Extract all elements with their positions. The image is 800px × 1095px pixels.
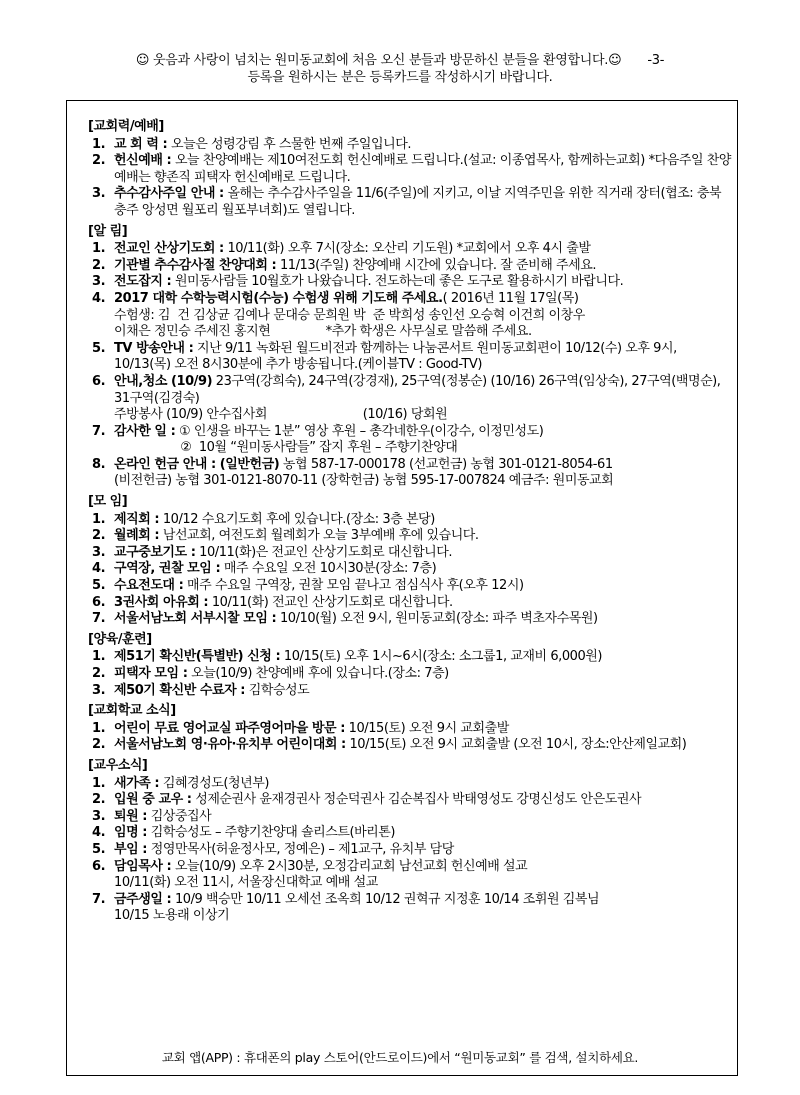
notice-item [92, 611, 732, 628]
item-text: ① 인생을 바꾸는 1분” 영상 후원 – 총각네한우(이강수, 이정민성도) [175, 423, 544, 439]
section-title: [모 임] [88, 494, 128, 510]
item-label: 피택자 모임 : [114, 666, 188, 681]
item-number: 6. [92, 858, 106, 874]
item-label: 어린이 무료 영어교실 파주영어마을 방문 : [114, 720, 345, 736]
item-label: 온라인 헌금 안내 : (일반헌금) [114, 456, 280, 472]
app-notice: 교회 앱(APP) : 휴대폰의 play 스토어(안드로이드)에서 “원미동교회” 를 검색, 설치하세요. [161, 1050, 639, 1065]
registration-text: 등록을 원하시는 분은 등록카드를 작성하시기 바랍니다. [247, 70, 553, 85]
item-text: 김학승성도 – 주향기찬양대 솔리스트(바리톤) [147, 825, 396, 841]
item-label: 전도잡지 : [114, 274, 172, 290]
item-text: 10/10(월) 오전 9시, 원미동교회(장소: 파주 벽초자수목원) [276, 611, 598, 627]
notice-item [92, 341, 732, 374]
section-title: [교회력/예배] [88, 119, 164, 134]
item-label: 임명 : [114, 825, 148, 841]
bulletin-content [88, 119, 732, 929]
item-label: 담임목사 : [114, 858, 172, 874]
notice-item [92, 595, 732, 612]
item-number: 2. [92, 528, 106, 544]
item-text: 10/15(토) 오후 1시~6시(장소: 소그룹1, 교재비 6,000원) [280, 649, 603, 665]
item-text: 매주 수요일 구역장, 권찰 모임 끝나고 점심식사 후(오후 12시) [183, 578, 524, 594]
item-number: 1. [92, 511, 106, 527]
item-continuation: 수험생: 김 건 김상균 김예나 문대승 문희원 박 준 박희성 송인선 오승혁 이건희 이창우 [114, 307, 585, 323]
item-label: 제51기 확신반(특별반) 신청 : [114, 649, 281, 665]
section [88, 119, 732, 220]
item-number: 2. [92, 153, 106, 169]
notice-item [92, 137, 732, 154]
item-label: 기관별 추수감사절 찬양대회 : [114, 257, 277, 273]
section-title: [알 림] [88, 223, 128, 239]
notice-item [92, 153, 732, 186]
item-number: 5. [92, 841, 106, 857]
item-text: 10/12 수요기도회 후에 있습니다.(장소: 3층 본당) [159, 511, 435, 527]
item-text: 김상중집사 [147, 808, 212, 824]
item-number: 7. [92, 891, 106, 907]
item-label: 감사한 일 : [114, 423, 176, 439]
notice-item [92, 737, 732, 754]
item-text: 올해는 추수감사주일을 11/6(주일)에 지키고, 이날 지역주민을 위한 직거래 장터(협조: 충북 충주 앙성면 월포리 월포부녀회)도 열립니다. [114, 186, 722, 218]
item-number: 7. [92, 423, 106, 439]
section-title: [교회학교 소식] [88, 703, 176, 719]
notice-item [92, 649, 732, 666]
item-text: 원미동사람들 10월호가 나왔습니다. 전도하는데 좋은 도구로 활용하시기 바랍니다. [171, 274, 624, 290]
notice-item [92, 291, 732, 341]
notice-item [92, 241, 732, 258]
notice-item [92, 528, 732, 545]
item-number: 2. [92, 666, 106, 681]
section [88, 631, 732, 699]
item-number: 3. [92, 682, 106, 698]
item-label: 추수감사주일 안내 : [114, 186, 224, 202]
item-number: 7. [92, 611, 106, 627]
item-text: 김학승성도 [245, 682, 310, 698]
item-text: 정영만목사(허윤정사모, 정예은) – 제1교구, 유치부 담당 [147, 841, 454, 857]
item-text: 오늘은 성령강림 후 스물한 번째 주일입니다. [167, 136, 412, 152]
item-text: 10/11(화)은 전교인 산상기도회로 대신합니다. [195, 544, 453, 560]
item-label: TV 방송안내 : [114, 340, 194, 356]
item-label: 서울서남노회 영·유아·유치부 어린이대회 : [114, 737, 346, 753]
section [88, 757, 732, 925]
item-text: 오늘(10/9) 오후 2시30분, 오정감리교회 남선교회 헌신예배 설교 [171, 858, 528, 874]
item-number: 1. [92, 136, 106, 152]
item-label: 월례회 : [114, 528, 160, 544]
item-label: 새가족 : [114, 775, 160, 791]
notice-item [92, 374, 732, 424]
item-label: 안내,청소 (10/9) [114, 373, 213, 389]
item-number: 4. [92, 561, 106, 577]
item-text: 10/15(토) 오전 9시 교회출발 [344, 720, 509, 736]
section [88, 703, 732, 754]
item-text: 오늘 찬양예배는 제10여전도회 헌신예배로 드립니다.(설교: 이종엽목사, 함께하는교회) *다음주일 찬양예배는 향존직 피택자 헌신예배로 드립니다. [114, 153, 731, 185]
item-label: 부임 : [114, 841, 148, 857]
page-number: -3- [647, 53, 665, 68]
notice-item [92, 424, 732, 457]
item-label: 입원 중 교우 : [114, 792, 192, 808]
item-number: 1. [92, 720, 106, 736]
notice-item [92, 792, 732, 809]
notice-item [92, 512, 732, 529]
item-number: 2. [92, 737, 106, 753]
item-text: 김혜경성도(청년부) [159, 775, 269, 791]
notice-item [92, 721, 732, 738]
item-text: ( 2016년 11월 17일(목) [442, 290, 579, 306]
notice-item [92, 842, 732, 859]
item-text: 지난 9/11 녹화된 월드비전과 함께하는 나눔콘서트 원미동교회편이 10/12(수) 오후 9시, 10/13(목) 오전 8시30분에 추가 방송됩니다.(케이블TV : Good-TV) [114, 340, 677, 373]
item-label: 제직회 : [114, 511, 160, 527]
notice-item [92, 683, 732, 700]
item-text: 23구역(강희숙), 24구역(강경재), 25구역(정봉순) (10/16) 26구역(임상숙), 27구역(백명순), 31구역(김경숙) [114, 373, 721, 406]
item-label: 수요전도대 : [114, 578, 184, 594]
item-text: 10/11(화) 전교인 산상기도회로 대신합니다. [208, 594, 453, 610]
item-text: 오늘(10/9) 찬양예배 후에 있습니다.(장소: 7층) [187, 666, 449, 681]
item-number: 2. [92, 792, 106, 808]
item-number: 4. [92, 290, 106, 306]
item-label: 2017 대학 수학능력시험(수능) 수험생 위해 기도해 주세요. [114, 290, 443, 306]
notice-item [92, 457, 732, 490]
item-number: 3. [92, 544, 106, 560]
notice-item [92, 892, 732, 925]
item-number: 3. [92, 808, 106, 824]
item-label: 헌신예배 : [114, 153, 172, 169]
item-number: 1. [92, 775, 106, 791]
item-label: 교구중보기도 : [114, 544, 196, 560]
item-label: 퇴원 : [114, 808, 148, 824]
item-label: 금주생일 : [114, 891, 172, 907]
item-number: 5. [92, 578, 106, 594]
item-number: 8. [92, 456, 106, 472]
item-text: 10/9 백승만 10/11 오세선 조옥희 10/12 권혁규 지정훈 10/14 조휘원 김복님 [171, 891, 600, 907]
item-continuation: 주방봉사 (10/9) 안수집사회 (10/16) 당회원 [114, 407, 448, 423]
item-text: 10/11(화) 오후 7시(장소: 오산리 기도원) *교회에서 오후 4시 출발 [223, 241, 591, 257]
item-text: 10/15(토) 오전 9시 교회출발 (오전 10시, 장소:안산제일교회) [345, 737, 687, 753]
item-number: 3. [92, 274, 106, 290]
item-label: 서울서남노회 서부시찰 모임 : [114, 611, 277, 627]
item-number: 2. [92, 257, 106, 273]
item-continuation: 10/11(화) 오전 11시, 서울장신대학교 예배 설교 [114, 875, 378, 891]
section [88, 494, 732, 628]
item-continuation: 10/15 노용래 이상기 [114, 908, 230, 924]
notice-item [92, 809, 732, 826]
item-label: 제50기 확신반 수료자 : [114, 682, 246, 698]
item-number: 1. [92, 241, 106, 257]
item-label: 구역장, 권찰 모임 : [114, 561, 221, 577]
welcome-text: ☺ 웃음과 사랑이 넘치는 원미동교회에 처음 오신 분들과 방문하신 분들을 환영합니다.☺ [135, 53, 622, 68]
notice-item [92, 561, 732, 578]
item-text: 농협 587-17-000178 (선교헌금) 농협 301-0121-8054-61 [279, 456, 613, 472]
item-text: 성제순권사 윤재경권사 정순덕권사 김순복집사 박태영성도 강명신성도 안은도권사 [191, 792, 642, 808]
item-continuation: ② 10월 “원미동사람들” 잡지 후원 – 주향기찬양대 [114, 440, 458, 456]
item-continuation: 이채은 정민승 주세진 홍지현 *추가 학생은 사무실로 말씀해 주세요. [114, 324, 532, 340]
item-number: 1. [92, 649, 106, 665]
notice-item [92, 825, 732, 842]
notice-item [92, 776, 732, 793]
item-number: 5. [92, 340, 106, 356]
notice-item [92, 186, 732, 219]
item-number: 4. [92, 825, 106, 841]
section-title: [양육/훈련] [88, 631, 152, 647]
notice-item [92, 578, 732, 595]
item-continuation: (비전헌금) 농협 301-0121-8070-11 (장학헌금) 농협 595-17-007824 예금주: 원미동교회 [114, 473, 614, 489]
item-number: 6. [92, 594, 106, 610]
item-text: 11/13(주일) 찬양예배 시간에 있습니다. 잘 준비해 주세요. [276, 257, 597, 273]
notice-item [92, 274, 732, 291]
item-label: 3권사회 아유회 : [114, 594, 209, 610]
item-label: 교 회 력 : [114, 136, 168, 152]
notice-item [92, 545, 732, 562]
item-number: 6. [92, 373, 106, 389]
section-title: [교우소식] [88, 757, 148, 773]
notice-item [92, 258, 732, 275]
item-text: 매주 수요일 오전 10시30분(장소: 7층) [220, 561, 437, 577]
item-label: 전교인 산상기도회 : [114, 241, 224, 257]
item-text: 남선교회, 여전도회 월례회가 오늘 3부예배 후에 있습니다. [159, 528, 479, 544]
notice-item [92, 859, 732, 892]
item-number: 3. [92, 186, 106, 202]
section [88, 223, 732, 491]
notice-item [92, 666, 732, 683]
page-header [0, 52, 800, 86]
